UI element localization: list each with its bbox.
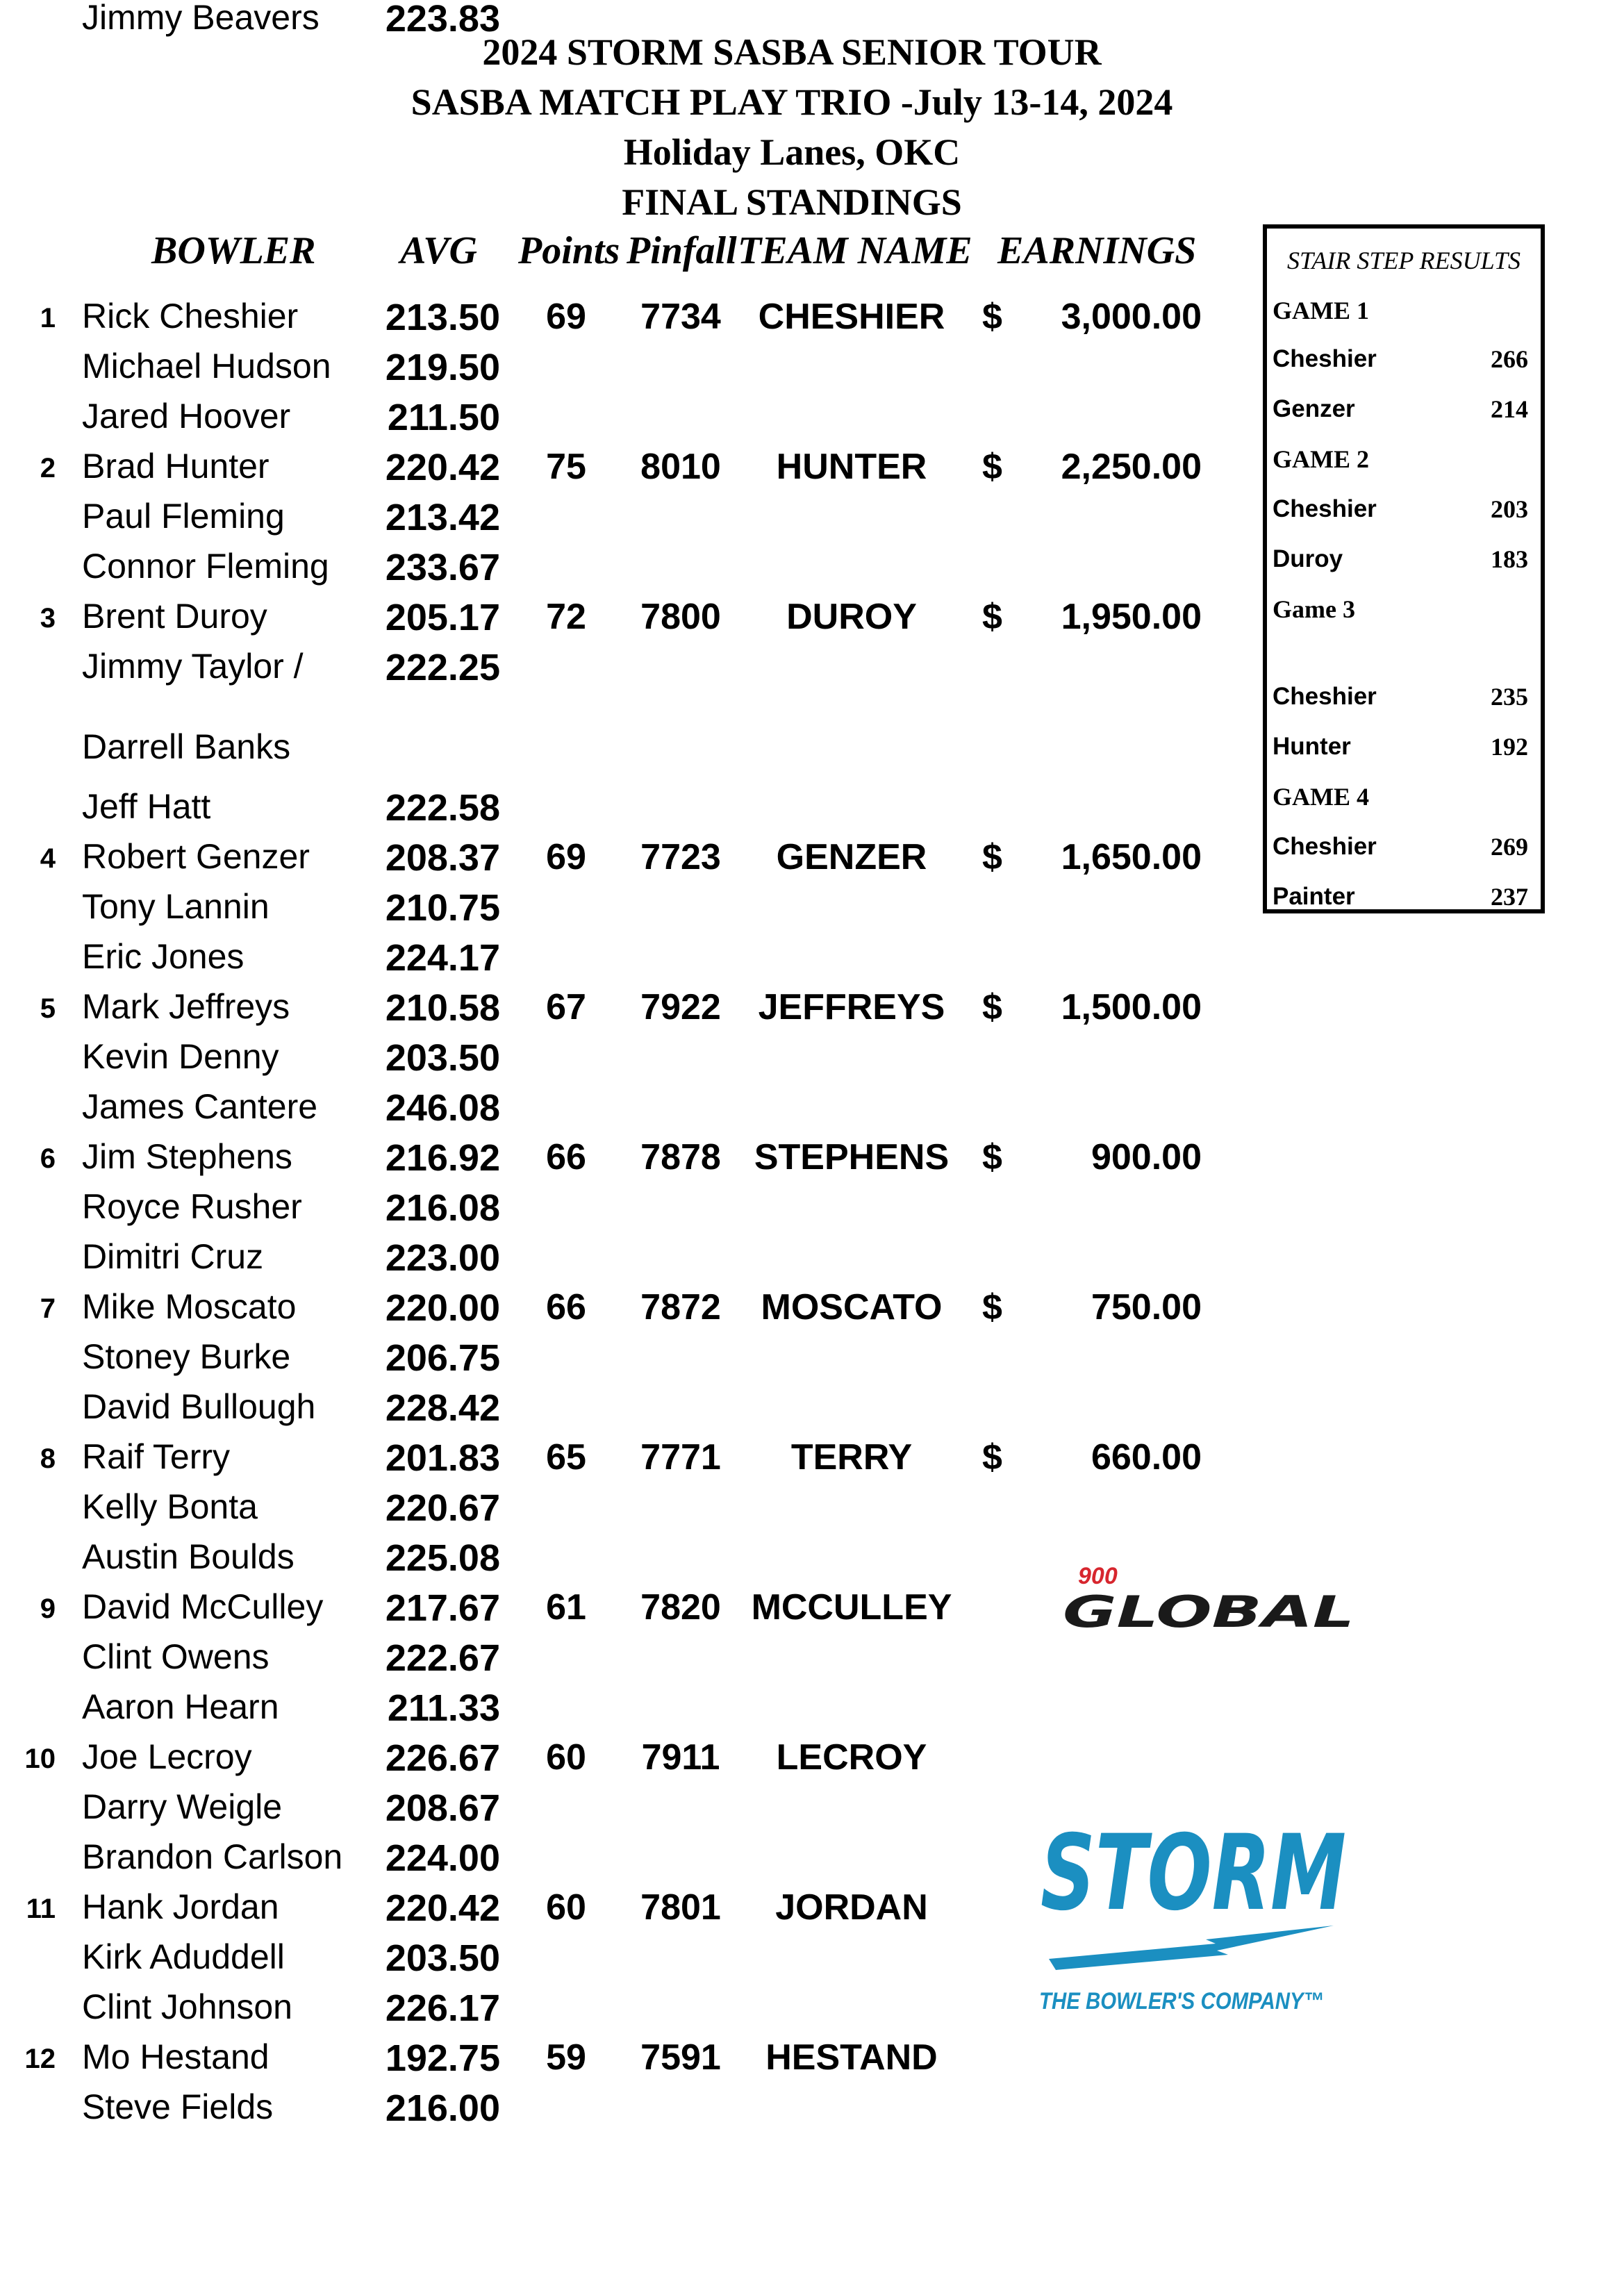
team-points: 69 <box>546 297 586 337</box>
team-name: STEPHENS <box>754 1137 950 1177</box>
stair-game-label: GAME 4 <box>1273 783 1369 811</box>
stair-step-title: STAIR STEP RESULTS <box>1287 247 1521 274</box>
bowler-average: 222.25 <box>385 647 500 688</box>
bowler-average: 192.75 <box>385 2037 500 2079</box>
team-earnings: 1,950.00 <box>1061 597 1202 637</box>
bowler-average: 210.75 <box>385 887 500 929</box>
bowler-average: 205.17 <box>385 597 500 638</box>
bowler-average: 201.83 <box>385 1437 500 1479</box>
team-name: DUROY <box>786 597 917 637</box>
team-pinfall: 7771 <box>640 1437 721 1477</box>
team-rank: 3 <box>40 603 56 634</box>
bowler-name: Darry Weigle <box>82 1787 283 1826</box>
stair-result-score: 266 <box>1491 345 1528 373</box>
bowler-name: Royce Rusher <box>82 1187 302 1226</box>
bowler-average: 222.67 <box>385 1637 500 1679</box>
bowler-average: 226.17 <box>385 1987 500 2029</box>
bowler-average: 210.58 <box>385 987 500 1029</box>
team-pinfall: 7911 <box>641 1737 720 1778</box>
global-logo-small-text: 900 <box>1078 1563 1118 1589</box>
doc-title-line-2: SASBA MATCH PLAY TRIO -July 13-14, 2024 <box>411 81 1173 123</box>
bowler-name: Jared Hoover <box>82 397 291 436</box>
bowler-name: Brent Duroy <box>82 597 267 636</box>
bowler-name: Clint Owens <box>82 1637 270 1676</box>
bowler-name: Aaron Hearn <box>82 1687 279 1726</box>
team-name: HESTAND <box>765 2037 938 2078</box>
team-rank: 8 <box>40 1443 56 1474</box>
team-rank: 4 <box>40 843 56 874</box>
team-pinfall: 7801 <box>640 1887 721 1928</box>
team-rank: 11 <box>26 1894 56 1924</box>
earnings-currency: $ <box>982 597 1002 637</box>
bowler-name: Dimitri Cruz <box>82 1237 264 1276</box>
team-pinfall: 7820 <box>640 1587 721 1628</box>
stair-result-name: Duroy <box>1273 545 1343 572</box>
bowler-average: 217.67 <box>385 1587 500 1629</box>
team-name: JORDAN <box>775 1887 928 1928</box>
stair-result-name: Cheshier <box>1273 345 1377 372</box>
bowler-name: Eric Jones <box>82 937 245 976</box>
col-header-team-name: TEAM NAME <box>738 229 972 272</box>
bowler-name: Jimmy Beavers <box>82 0 320 37</box>
team-pinfall: 7800 <box>640 597 721 637</box>
team-points: 67 <box>546 987 586 1027</box>
team-name: MCCULLEY <box>751 1587 952 1628</box>
team-pinfall: 7878 <box>640 1137 721 1177</box>
bowler-average: 224.00 <box>385 1837 500 1879</box>
stair-result-score: 237 <box>1491 883 1528 911</box>
team-name: MOSCATO <box>761 1287 943 1327</box>
bowler-name: Rick Cheshier <box>82 297 299 336</box>
storm-logo-graphic <box>1035 1813 1361 2028</box>
bowler-average: 233.67 <box>385 547 500 588</box>
team-earnings: 1,650.00 <box>1061 837 1202 877</box>
team-rank: 9 <box>40 1593 56 1624</box>
bowler-name: Kelly Bonta <box>82 1487 258 1526</box>
earnings-currency: $ <box>982 1437 1002 1477</box>
stair-result-name: Painter <box>1273 883 1355 910</box>
bowler-name: Joe Lecroy <box>82 1737 252 1776</box>
team-name: JEFFREYS <box>758 987 945 1027</box>
stair-result-score: 192 <box>1491 733 1528 761</box>
bowler-average: 228.42 <box>385 1387 500 1429</box>
stair-game-label: GAME 2 <box>1273 445 1369 473</box>
earnings-currency: $ <box>982 447 1002 487</box>
bowler-name: Jeff Hatt <box>82 787 211 826</box>
bowler-average: 220.42 <box>385 1887 500 1929</box>
bowler-name: Jimmy Taylor / <box>82 647 304 686</box>
bowler-name: David McCulley <box>82 1587 324 1626</box>
earnings-currency: $ <box>982 1287 1002 1327</box>
stair-result-name: Hunter <box>1273 733 1351 760</box>
bowler-average: 219.50 <box>385 347 500 388</box>
bowler-name: Steve Fields <box>82 2087 274 2126</box>
stair-result-score: 203 <box>1491 495 1528 523</box>
team-earnings: 660.00 <box>1091 1437 1202 1477</box>
team-pinfall: 7922 <box>640 987 721 1027</box>
bowler-name: Brad Hunter <box>82 447 270 486</box>
bowler-name: Brandon Carlson <box>82 1837 343 1876</box>
team-points: 60 <box>546 1737 586 1778</box>
earnings-currency: $ <box>982 1137 1002 1177</box>
bowler-name: Kevin Denny <box>82 1037 279 1076</box>
team-pinfall: 8010 <box>640 447 721 487</box>
bowler-average: 224.17 <box>385 937 500 979</box>
stair-game-label: Game 3 <box>1273 595 1355 623</box>
bowler-average: 208.37 <box>385 837 500 879</box>
bowler-average: 226.67 <box>385 1737 500 1779</box>
bowler-average: 216.92 <box>385 1137 500 1179</box>
col-header-points: Points <box>518 229 620 272</box>
earnings-currency: $ <box>982 297 1002 337</box>
bowler-name: Michael Hudson <box>82 347 331 386</box>
storm-logo-tagline: THE BOWLER'S COMPANY™ <box>1039 1988 1324 2014</box>
team-name: HUNTER <box>776 447 927 487</box>
bowler-average: 203.50 <box>385 1037 500 1079</box>
team-rank: 5 <box>40 993 56 1024</box>
team-name: LECROY <box>776 1737 927 1778</box>
team-points: 66 <box>546 1137 586 1177</box>
stair-result-name: Cheshier <box>1273 495 1377 522</box>
bowler-name: Darrell Banks <box>82 727 291 766</box>
team-name: TERRY <box>790 1437 913 1477</box>
bowler-average: 220.67 <box>385 1487 500 1529</box>
team-points: 66 <box>546 1287 586 1327</box>
bowler-average: 216.00 <box>385 2087 500 2129</box>
doc-title-line-3: Holiday Lanes, OKC <box>623 131 961 173</box>
storm-logo-wordmark: STORM <box>1041 1813 1346 1934</box>
team-earnings: 900.00 <box>1091 1137 1202 1177</box>
col-header-earnings: EARNINGS <box>997 229 1197 272</box>
bowler-average: 223.00 <box>385 1237 500 1279</box>
team-points: 72 <box>546 597 586 637</box>
bowler-average: 246.08 <box>385 1087 500 1129</box>
stair-result-name: Genzer <box>1273 395 1355 422</box>
stair-result-score: 235 <box>1491 683 1528 711</box>
team-earnings: 3,000.00 <box>1061 297 1202 337</box>
team-rank: 12 <box>24 2044 56 2074</box>
team-earnings: 1,500.00 <box>1061 987 1202 1027</box>
bowler-name: David Bullough <box>82 1387 316 1426</box>
bowler-average: 203.50 <box>385 1937 500 1979</box>
stair-game-label: GAME 1 <box>1273 297 1369 324</box>
team-points: 65 <box>546 1437 586 1477</box>
bowler-name: James Cantere <box>82 1087 318 1126</box>
bowler-average: 222.58 <box>385 787 500 829</box>
bowler-name: Paul Fleming <box>82 497 285 536</box>
earnings-currency: $ <box>982 987 1002 1027</box>
bowler-name: Austin Boulds <box>82 1537 295 1576</box>
storm-logo <box>1035 1813 1361 2028</box>
bowler-average: 223.83 <box>385 0 500 40</box>
bowler-average: 225.08 <box>385 1537 500 1579</box>
bowler-name: Jim Stephens <box>82 1137 292 1176</box>
bowler-average: 211.50 <box>387 397 500 438</box>
team-rank: 1 <box>40 303 56 333</box>
bowler-name: Stoney Burke <box>82 1337 291 1376</box>
team-name: CHESHIER <box>758 297 945 337</box>
stair-result-name: Cheshier <box>1273 833 1377 860</box>
doc-title-line-1: 2024 STORM SASBA SENIOR TOUR <box>482 31 1102 73</box>
stair-step-results-box <box>1263 224 1545 913</box>
bowler-average: 211.33 <box>387 1687 500 1729</box>
global-logo-big-text: GLOBAL <box>1063 1587 1354 1637</box>
bowler-average: 216.08 <box>385 1187 500 1229</box>
col-header-pinfall: Pinfall <box>627 229 737 272</box>
team-points: 75 <box>546 447 586 487</box>
team-rank: 2 <box>40 453 56 483</box>
bowler-average: 220.00 <box>385 1287 500 1329</box>
earnings-currency: $ <box>982 837 1002 877</box>
bowler-name: Mo Hestand <box>82 2037 270 2076</box>
bowler-name: Connor Fleming <box>82 547 329 586</box>
bowler-name: Kirk Aduddell <box>82 1937 285 1976</box>
col-header-avg: AVG <box>400 229 477 272</box>
team-rank: 10 <box>24 1744 56 1774</box>
stair-result-name: Cheshier <box>1273 683 1377 710</box>
col-header-bowler: BOWLER <box>151 229 316 272</box>
team-points: 61 <box>546 1587 586 1628</box>
bowler-average: 208.67 <box>385 1787 500 1829</box>
team-pinfall: 7734 <box>640 297 721 337</box>
team-points: 59 <box>546 2037 586 2078</box>
stair-result-score: 183 <box>1491 545 1528 573</box>
team-pinfall: 7872 <box>640 1287 721 1327</box>
team-points: 69 <box>546 837 586 877</box>
team-rank: 7 <box>40 1293 56 1324</box>
team-points: 60 <box>546 1887 586 1928</box>
team-earnings: 750.00 <box>1091 1287 1202 1327</box>
900-global-logo <box>1035 1549 1368 1639</box>
team-earnings: 2,250.00 <box>1061 447 1202 487</box>
bowler-average: 206.75 <box>385 1337 500 1379</box>
bowler-name: Mike Moscato <box>82 1287 297 1326</box>
stair-result-score: 214 <box>1491 395 1528 423</box>
bowler-name: Mark Jeffreys <box>82 987 290 1026</box>
900-global-logo-graphic <box>1035 1549 1368 1639</box>
team-rank: 6 <box>40 1143 56 1174</box>
bowler-name: Clint Johnson <box>82 1987 292 2026</box>
bowler-average: 213.42 <box>385 497 500 538</box>
team-pinfall: 7723 <box>640 837 721 877</box>
bowler-name: Robert Genzer <box>82 837 310 876</box>
team-pinfall: 7591 <box>640 2037 721 2078</box>
bowler-average: 220.42 <box>385 447 500 488</box>
doc-title-line-4: FINAL STANDINGS <box>622 181 962 223</box>
bowler-name: Raif Terry <box>82 1437 231 1476</box>
team-name: GENZER <box>776 837 927 877</box>
bowler-average: 213.50 <box>385 297 500 338</box>
bowler-name: Tony Lannin <box>82 887 270 926</box>
stair-result-score: 269 <box>1491 833 1528 861</box>
bowler-name: Hank Jordan <box>82 1887 279 1926</box>
